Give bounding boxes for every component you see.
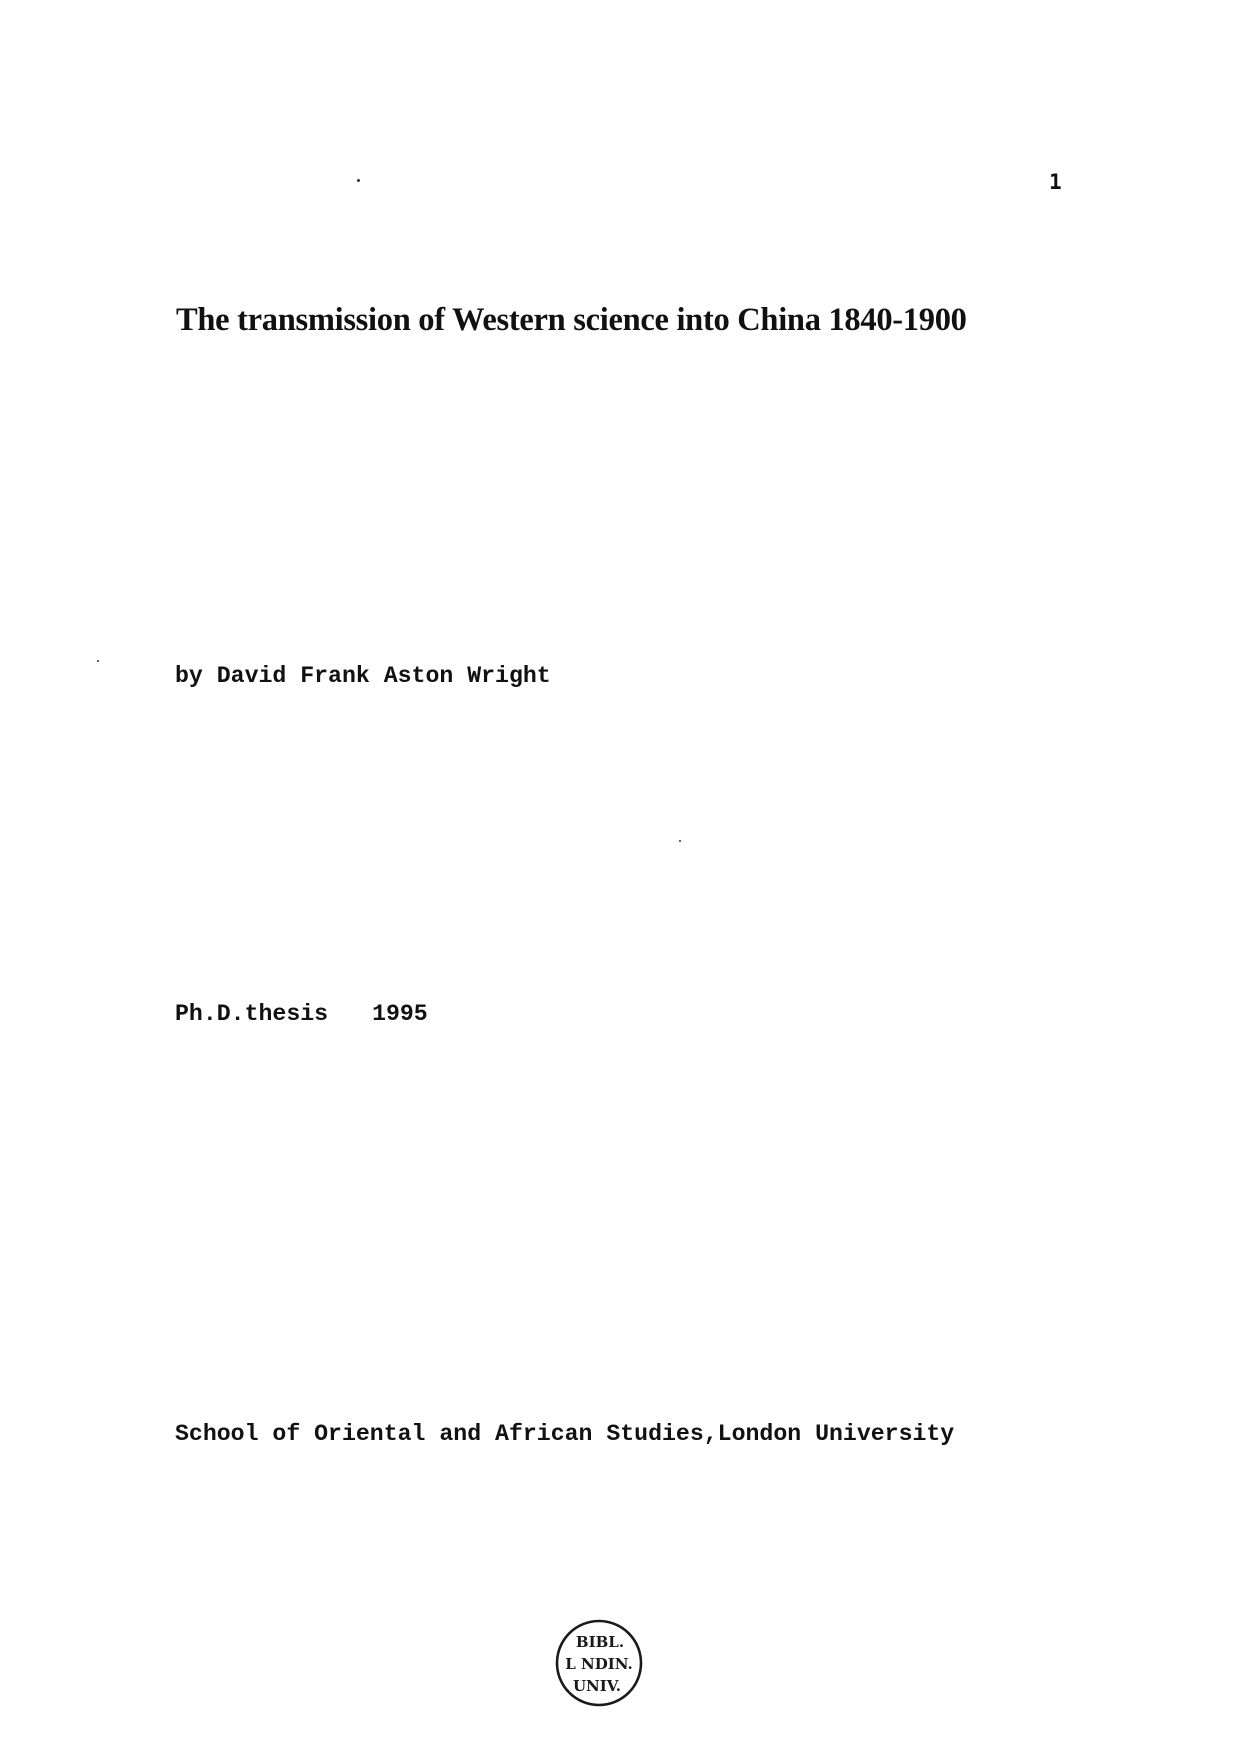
author-line: by David Frank Aston Wright bbox=[175, 663, 551, 689]
scan-speck bbox=[357, 179, 360, 182]
stamp-line-2: L NDIN. bbox=[565, 1655, 633, 1673]
scan-speck bbox=[679, 840, 681, 842]
stamp-line-1: BIBL. bbox=[575, 1633, 625, 1651]
degree-line bbox=[175, 1001, 428, 1027]
scan-speck bbox=[97, 660, 99, 662]
institution-line: School of Oriental and African Studies,London University bbox=[175, 1421, 955, 1447]
library-stamp bbox=[553, 1617, 645, 1709]
stamp-line-3: UNIV. bbox=[572, 1677, 622, 1695]
degree-label: Ph.D.thesis bbox=[175, 1001, 329, 1027]
thesis-title: The transmission of Western science into China 1840-1900 bbox=[176, 302, 967, 338]
degree-year: 1995 bbox=[372, 1001, 428, 1027]
page-number: 1 bbox=[1049, 170, 1062, 194]
